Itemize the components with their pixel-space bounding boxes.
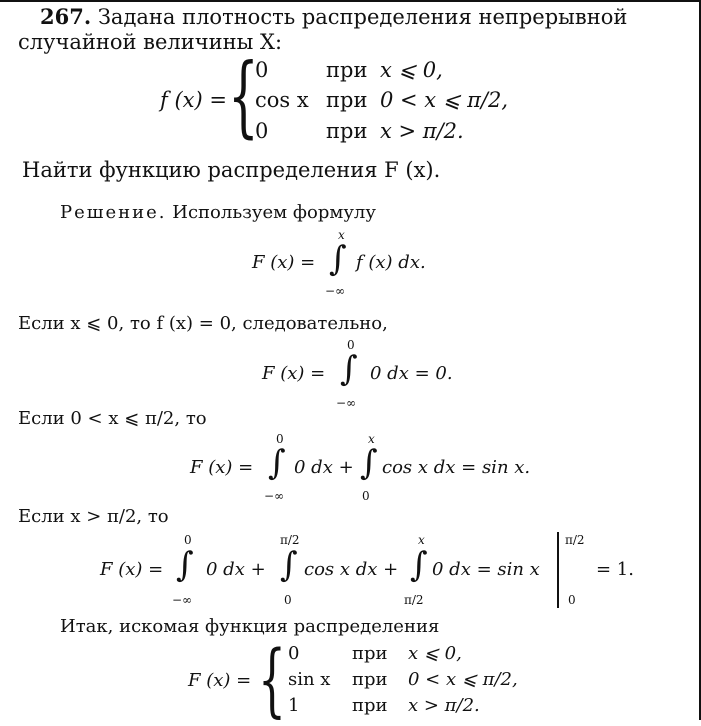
formula-upper-limit: x: [338, 228, 345, 242]
case3-i3-upper: x: [418, 533, 425, 547]
case2-lhs: F (x) =: [190, 457, 254, 478]
problem-number: 267.: [40, 4, 92, 29]
case3-i3-lower: π/2: [404, 593, 424, 607]
case3-i2-upper: π/2: [280, 533, 300, 547]
case2-i2-lower: 0: [362, 489, 370, 503]
result-lhs: F (x) =: [188, 670, 252, 691]
problem-line-1: [40, 6, 627, 28]
density-lhs: f (x) =: [160, 88, 227, 112]
case3-i3-integrand: 0 dx = sin x: [432, 559, 540, 580]
result-brace: {: [258, 633, 286, 726]
formula-integral-sign: ∫: [329, 239, 347, 279]
density-row2-cond: 0 < x ⩽ π/2,: [380, 88, 509, 112]
task-text: Найти функцию распределения F (x).: [22, 158, 441, 182]
density-row1-value: 0: [255, 58, 269, 82]
result-row3-word: при: [352, 695, 388, 716]
problem-statement-l1: Задана плотность распределения непрерывной: [97, 5, 628, 29]
case3-i1-integral-sign: ∫: [176, 545, 194, 585]
result-row2-word: при: [352, 669, 388, 690]
case3-bar-lower: 0: [568, 593, 576, 607]
case1-lower-limit: −∞: [336, 396, 357, 410]
case3-i1-upper: 0: [184, 533, 192, 547]
result-row1-value: 0: [288, 643, 300, 664]
conclusion-text: Итак, искомая функция распределения: [60, 616, 440, 637]
result-row3-cond: x > π/2.: [408, 695, 480, 716]
result-row1-word: при: [352, 643, 388, 664]
density-row3-value: 0: [255, 119, 269, 143]
density-brace: {: [228, 44, 259, 147]
case2-i1-integral-sign: ∫: [268, 443, 286, 483]
solution-intro-text: Используем формулу: [172, 202, 376, 223]
case3-i1-lower: −∞: [172, 593, 193, 607]
case1-integral-sign: ∫: [340, 349, 358, 389]
case1-integrand: 0 dx = 0.: [370, 363, 453, 384]
density-row1-cond: x ⩽ 0,: [380, 58, 443, 82]
case3-i1-integrand: 0 dx +: [206, 559, 266, 580]
case3-lhs: F (x) =: [100, 559, 164, 580]
case2-i1-lower: −∞: [264, 489, 285, 503]
case3-i2-integral-sign: ∫: [280, 545, 298, 585]
case2-i1-upper: 0: [276, 432, 284, 446]
solution-heading: Решение.: [60, 202, 167, 223]
case2-i1-integrand: 0 dx +: [294, 457, 354, 478]
top-border: [0, 0, 701, 2]
case3-text: Если x > π/2, то: [18, 506, 169, 527]
solution-intro: [60, 204, 376, 222]
result-row1-cond: x ⩽ 0,: [408, 643, 462, 664]
formula-integrand: f (x) dx.: [356, 252, 426, 273]
case3-i3-integral-sign: ∫: [410, 545, 428, 585]
case1-upper-limit: 0: [347, 338, 355, 352]
formula-lhs: F (x) =: [252, 252, 316, 273]
density-row3-word: при: [326, 119, 368, 143]
case3-tail: = 1.: [596, 559, 634, 580]
result-row2-cond: 0 < x ⩽ π/2,: [408, 669, 518, 690]
result-row2-value: sin x: [288, 669, 331, 690]
density-row1-word: при: [326, 58, 368, 82]
density-row2-value: cos x: [255, 88, 309, 112]
result-row3-value: 1: [288, 695, 300, 716]
case3-i2-integrand: cos x dx +: [304, 559, 399, 580]
case2-text: Если 0 < x ⩽ π/2, то: [18, 408, 207, 429]
case2-i2-upper: x: [368, 432, 375, 446]
density-row3-cond: x > π/2.: [380, 119, 464, 143]
case3-i2-lower: 0: [284, 593, 292, 607]
problem-statement-l2: случайной величины X:: [18, 30, 283, 54]
density-row2-word: при: [326, 88, 368, 112]
case3-bar-upper: π/2: [565, 533, 585, 547]
case1-lhs: F (x) =: [262, 363, 326, 384]
case2-i2-integral-sign: ∫: [360, 443, 378, 483]
formula-lower-limit: −∞: [325, 284, 346, 298]
case1-text: Если x ⩽ 0, то f (x) = 0, следовательно,: [18, 313, 388, 334]
case3-evaluation-bar: [557, 532, 559, 608]
case2-i2-integrand: cos x dx = sin x.: [382, 457, 531, 478]
